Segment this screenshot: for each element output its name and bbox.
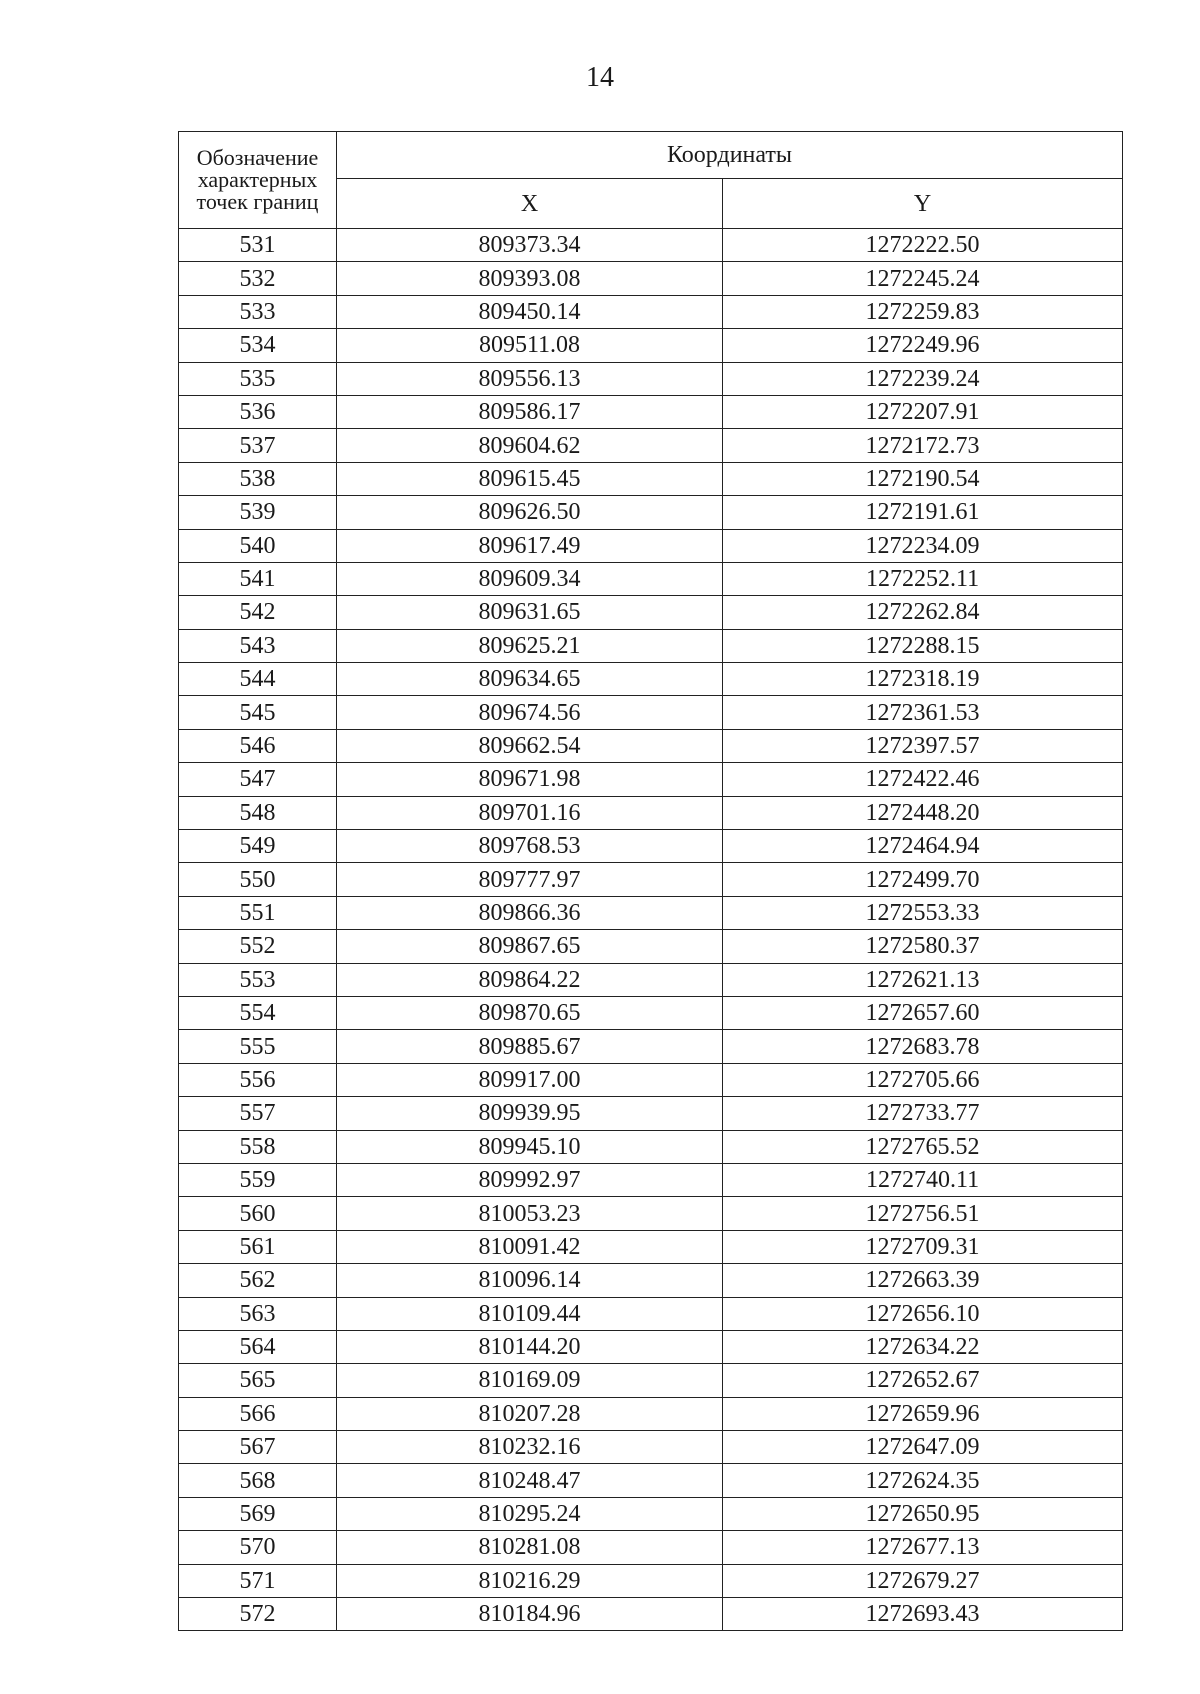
point-id-cell: 572 <box>179 1598 337 1631</box>
y-coordinate-cell: 1272634.22 <box>723 1330 1123 1363</box>
point-id-cell: 532 <box>179 262 337 295</box>
point-id-cell: 543 <box>179 629 337 662</box>
x-coordinate-cell: 810295.24 <box>337 1497 723 1530</box>
y-coordinate-cell: 1272652.67 <box>723 1364 1123 1397</box>
table-row <box>179 896 1123 929</box>
point-id-cell: 565 <box>179 1364 337 1397</box>
x-coordinate-cell: 809674.56 <box>337 696 723 729</box>
table-row <box>179 262 1123 295</box>
y-coordinate-cell: 1272663.39 <box>723 1264 1123 1297</box>
x-coordinate-cell: 809604.62 <box>337 429 723 462</box>
table-row <box>179 663 1123 696</box>
x-coordinate-cell: 809866.36 <box>337 896 723 929</box>
table-row <box>179 1230 1123 1263</box>
y-coordinate-cell: 1272361.53 <box>723 696 1123 729</box>
table-body <box>179 229 1123 1631</box>
point-id-cell: 557 <box>179 1097 337 1130</box>
table-row <box>179 963 1123 996</box>
y-coordinate-cell: 1272288.15 <box>723 629 1123 662</box>
x-coordinate-cell: 810184.96 <box>337 1598 723 1631</box>
y-coordinate-cell: 1272245.24 <box>723 262 1123 295</box>
x-coordinate-cell: 809939.95 <box>337 1097 723 1130</box>
table-row <box>179 1364 1123 1397</box>
header-y: Y <box>723 179 1123 229</box>
point-id-cell: 566 <box>179 1397 337 1430</box>
point-id-cell: 569 <box>179 1497 337 1530</box>
point-id-cell: 544 <box>179 663 337 696</box>
point-id-cell: 559 <box>179 1163 337 1196</box>
table-row <box>179 1264 1123 1297</box>
x-coordinate-cell: 809634.65 <box>337 663 723 696</box>
x-coordinate-cell: 809625.21 <box>337 629 723 662</box>
point-id-cell: 568 <box>179 1464 337 1497</box>
point-id-cell: 536 <box>179 395 337 428</box>
x-coordinate-cell: 810232.16 <box>337 1431 723 1464</box>
x-coordinate-cell: 809917.00 <box>337 1063 723 1096</box>
point-id-cell: 540 <box>179 529 337 562</box>
point-id-cell: 541 <box>179 562 337 595</box>
point-id-cell: 567 <box>179 1431 337 1464</box>
y-coordinate-cell: 1272740.11 <box>723 1163 1123 1196</box>
table-row <box>179 1497 1123 1530</box>
table-row <box>179 930 1123 963</box>
point-id-cell: 552 <box>179 930 337 963</box>
x-coordinate-cell: 809626.50 <box>337 496 723 529</box>
point-id-cell: 558 <box>179 1130 337 1163</box>
x-coordinate-cell: 810216.29 <box>337 1564 723 1597</box>
x-coordinate-cell: 809511.08 <box>337 329 723 362</box>
x-coordinate-cell: 809885.67 <box>337 1030 723 1063</box>
header-x: X <box>337 179 723 229</box>
x-coordinate-cell: 810207.28 <box>337 1397 723 1430</box>
table-row <box>179 596 1123 629</box>
point-id-cell: 542 <box>179 596 337 629</box>
point-id-cell: 564 <box>179 1330 337 1363</box>
x-coordinate-cell: 810144.20 <box>337 1330 723 1363</box>
table-row <box>179 496 1123 529</box>
y-coordinate-cell: 1272553.33 <box>723 896 1123 929</box>
table-row <box>179 1564 1123 1597</box>
table-row <box>179 629 1123 662</box>
x-coordinate-cell: 810169.09 <box>337 1364 723 1397</box>
header-coordinates: Координаты <box>337 132 1123 179</box>
table-row <box>179 462 1123 495</box>
y-coordinate-cell: 1272448.20 <box>723 796 1123 829</box>
y-coordinate-cell: 1272397.57 <box>723 729 1123 762</box>
x-coordinate-cell: 809617.49 <box>337 529 723 562</box>
page-number: 14 <box>586 62 614 93</box>
table-row <box>179 329 1123 362</box>
x-coordinate-cell: 809609.34 <box>337 562 723 595</box>
y-coordinate-cell: 1272693.43 <box>723 1598 1123 1631</box>
y-coordinate-cell: 1272207.91 <box>723 395 1123 428</box>
y-coordinate-cell: 1272259.83 <box>723 295 1123 328</box>
point-id-cell: 551 <box>179 896 337 929</box>
y-coordinate-cell: 1272765.52 <box>723 1130 1123 1163</box>
x-coordinate-cell: 809586.17 <box>337 395 723 428</box>
coordinates-table <box>178 131 1123 1631</box>
table-row <box>179 1598 1123 1631</box>
table-row <box>179 229 1123 262</box>
x-coordinate-cell: 810096.14 <box>337 1264 723 1297</box>
table-row <box>179 1531 1123 1564</box>
x-coordinate-cell: 810109.44 <box>337 1297 723 1330</box>
table-row <box>179 1197 1123 1230</box>
table-row <box>179 1297 1123 1330</box>
y-coordinate-cell: 1272252.11 <box>723 562 1123 595</box>
point-id-cell: 553 <box>179 963 337 996</box>
y-coordinate-cell: 1272679.27 <box>723 1564 1123 1597</box>
table-row <box>179 1397 1123 1430</box>
y-coordinate-cell: 1272656.10 <box>723 1297 1123 1330</box>
table-row <box>179 1030 1123 1063</box>
table-row <box>179 1130 1123 1163</box>
y-coordinate-cell: 1272733.77 <box>723 1097 1123 1130</box>
y-coordinate-cell: 1272650.95 <box>723 1497 1123 1530</box>
y-coordinate-cell: 1272647.09 <box>723 1431 1123 1464</box>
table-row <box>179 295 1123 328</box>
x-coordinate-cell: 809671.98 <box>337 763 723 796</box>
y-coordinate-cell: 1272499.70 <box>723 863 1123 896</box>
table-row <box>179 395 1123 428</box>
point-id-cell: 546 <box>179 729 337 762</box>
point-id-cell: 531 <box>179 229 337 262</box>
point-id-cell: 550 <box>179 863 337 896</box>
table-row <box>179 729 1123 762</box>
point-id-cell: 535 <box>179 362 337 395</box>
x-coordinate-cell: 809393.08 <box>337 262 723 295</box>
table-row <box>179 429 1123 462</box>
y-coordinate-cell: 1272239.24 <box>723 362 1123 395</box>
y-coordinate-cell: 1272262.84 <box>723 596 1123 629</box>
table-row <box>179 562 1123 595</box>
x-coordinate-cell: 809768.53 <box>337 830 723 863</box>
y-coordinate-cell: 1272234.09 <box>723 529 1123 562</box>
table-row <box>179 529 1123 562</box>
y-coordinate-cell: 1272659.96 <box>723 1397 1123 1430</box>
header-point-designation: Обозначение характерных точек границ <box>179 132 337 229</box>
y-coordinate-cell: 1272222.50 <box>723 229 1123 262</box>
y-coordinate-cell: 1272191.61 <box>723 496 1123 529</box>
table-row <box>179 1063 1123 1096</box>
table-row <box>179 763 1123 796</box>
x-coordinate-cell: 809945.10 <box>337 1130 723 1163</box>
x-coordinate-cell: 809556.13 <box>337 362 723 395</box>
x-coordinate-cell: 809870.65 <box>337 996 723 1029</box>
x-coordinate-cell: 810091.42 <box>337 1230 723 1263</box>
point-id-cell: 570 <box>179 1531 337 1564</box>
x-coordinate-cell: 809777.97 <box>337 863 723 896</box>
y-coordinate-cell: 1272172.73 <box>723 429 1123 462</box>
table-row <box>179 362 1123 395</box>
x-coordinate-cell: 809450.14 <box>337 295 723 328</box>
y-coordinate-cell: 1272657.60 <box>723 996 1123 1029</box>
table-row <box>179 1163 1123 1196</box>
table-row <box>179 1330 1123 1363</box>
y-coordinate-cell: 1272580.37 <box>723 930 1123 963</box>
table-header <box>179 132 1123 229</box>
point-id-cell: 534 <box>179 329 337 362</box>
point-id-cell: 554 <box>179 996 337 1029</box>
point-id-cell: 563 <box>179 1297 337 1330</box>
point-id-cell: 555 <box>179 1030 337 1063</box>
table-row <box>179 1431 1123 1464</box>
x-coordinate-cell: 809701.16 <box>337 796 723 829</box>
x-coordinate-cell: 810053.23 <box>337 1197 723 1230</box>
y-coordinate-cell: 1272709.31 <box>723 1230 1123 1263</box>
x-coordinate-cell: 810248.47 <box>337 1464 723 1497</box>
y-coordinate-cell: 1272683.78 <box>723 1030 1123 1063</box>
y-coordinate-cell: 1272190.54 <box>723 462 1123 495</box>
point-id-cell: 539 <box>179 496 337 529</box>
y-coordinate-cell: 1272621.13 <box>723 963 1123 996</box>
table-row <box>179 1464 1123 1497</box>
table-row <box>179 796 1123 829</box>
point-id-cell: 560 <box>179 1197 337 1230</box>
x-coordinate-cell: 809662.54 <box>337 729 723 762</box>
y-coordinate-cell: 1272464.94 <box>723 830 1123 863</box>
table-row <box>179 830 1123 863</box>
y-coordinate-cell: 1272318.19 <box>723 663 1123 696</box>
point-id-cell: 537 <box>179 429 337 462</box>
point-id-cell: 548 <box>179 796 337 829</box>
x-coordinate-cell: 809615.45 <box>337 462 723 495</box>
point-id-cell: 545 <box>179 696 337 729</box>
y-coordinate-cell: 1272249.96 <box>723 329 1123 362</box>
table-row <box>179 996 1123 1029</box>
point-id-cell: 561 <box>179 1230 337 1263</box>
x-coordinate-cell: 809373.34 <box>337 229 723 262</box>
y-coordinate-cell: 1272705.66 <box>723 1063 1123 1096</box>
y-coordinate-cell: 1272624.35 <box>723 1464 1123 1497</box>
point-id-cell: 533 <box>179 295 337 328</box>
table-row <box>179 1097 1123 1130</box>
table-row <box>179 863 1123 896</box>
y-coordinate-cell: 1272677.13 <box>723 1531 1123 1564</box>
x-coordinate-cell: 809631.65 <box>337 596 723 629</box>
point-id-cell: 538 <box>179 462 337 495</box>
y-coordinate-cell: 1272756.51 <box>723 1197 1123 1230</box>
table-row <box>179 696 1123 729</box>
point-id-cell: 571 <box>179 1564 337 1597</box>
y-coordinate-cell: 1272422.46 <box>723 763 1123 796</box>
x-coordinate-cell: 809864.22 <box>337 963 723 996</box>
x-coordinate-cell: 809867.65 <box>337 930 723 963</box>
point-id-cell: 547 <box>179 763 337 796</box>
x-coordinate-cell: 810281.08 <box>337 1531 723 1564</box>
x-coordinate-cell: 809992.97 <box>337 1163 723 1196</box>
point-id-cell: 549 <box>179 830 337 863</box>
point-id-cell: 562 <box>179 1264 337 1297</box>
point-id-cell: 556 <box>179 1063 337 1096</box>
